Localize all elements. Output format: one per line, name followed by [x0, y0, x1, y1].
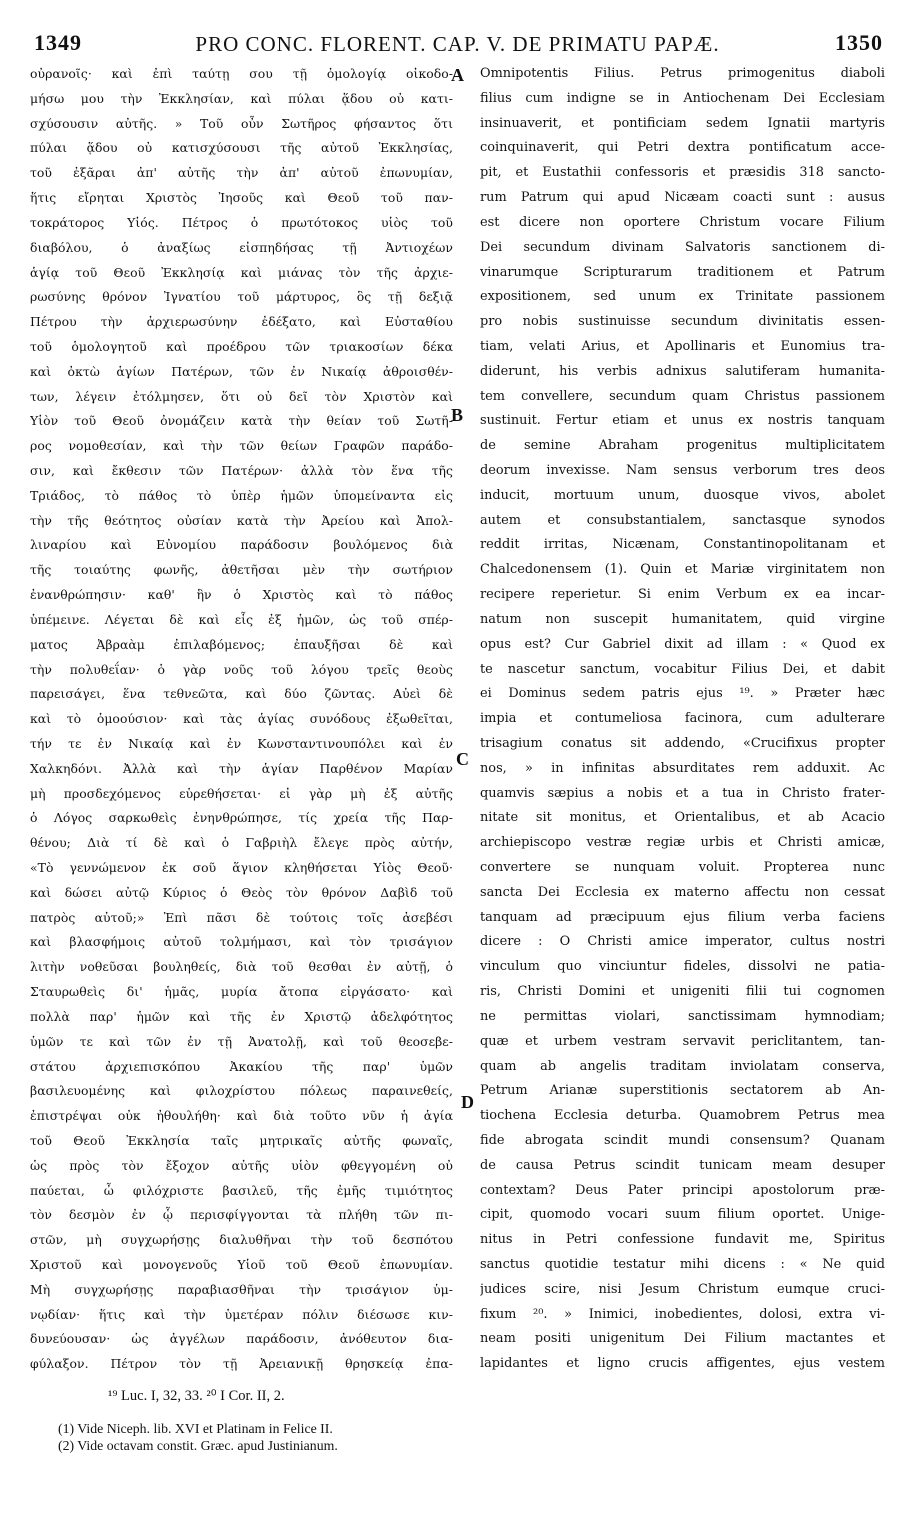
- page-number-right: 1350: [835, 30, 883, 55]
- footnotes: [58, 1420, 658, 1454]
- greek-text-line: ὡς πρὸς τὸν ἔξοχον αὐτῆς υἱὸν φθεγγομένη οὐ: [30, 1157, 453, 1173]
- latin-text-line: nitus in Petri confessione fundavit me, Spiritus: [480, 1232, 885, 1248]
- greek-text-line: τὴν πολυθεΐαν· ὁ γὰρ νοῦς τοῦ λόγου τρεῖς θεοὺς: [30, 661, 453, 677]
- latin-text-line: dicere : O Christi amice imperator, cultus nostri: [480, 934, 885, 950]
- latin-text-line: quæ et urbem vestram servavit periclitantem, tan-: [480, 1033, 885, 1049]
- greek-text-line: φύλαξον. Πέτρον τὸν τῇ Ἀρειανικῇ θρησκείᾳ ἐπα-: [30, 1356, 453, 1372]
- latin-text-line: judices scire, nisi Jesum Christum eumque cruci-: [480, 1281, 885, 1297]
- greek-text-line: καὶ τὸ ὁμοούσιον· καὶ τὰς ἁγίας συνόδους ἐξωθεῖται,: [30, 711, 453, 727]
- latin-text-line: filius cum indigne se in Antiochenam Dei Ecclesiam: [480, 90, 885, 106]
- latin-text-line: convertere se nunquam voluit. Propterea nunc: [480, 860, 885, 875]
- latin-text-line: quam ab angelis traditam inviolatam conserva,: [480, 1058, 885, 1074]
- latin-text-line: Omnipotentis Filius. Petrus primogenitus diaboli: [480, 66, 885, 81]
- latin-text-line: nitate sit monitus, et Orientalibus, et ab Acacio: [480, 810, 885, 826]
- latin-text-line: trisagium conatus sit addendo, «Crucifixus propter: [480, 735, 885, 751]
- greek-text-line: καὶ δώσει αὐτῷ Κύριος ὁ Θεὸς τὸν θρόνον Δαβὶδ τοῦ: [30, 884, 453, 900]
- latin-text-line: natum non suscepit humanitatem, quid virgine: [480, 611, 885, 627]
- greek-text-line: παύεται, ὦ φιλόχριστε βασιλεῦ, τῆς ἐμῆς τιμιότητος: [30, 1182, 453, 1198]
- greek-text-line: νῳδίαν· ἥτις καὶ τὴν ὑμετέραν πόλιν διέσωσε κιν-: [30, 1306, 453, 1322]
- greek-text-line: Υἱὸν τοῦ Θεοῦ ὀνομάζειν κατὰ τὴν θείαν τοῦ Σωτῆ-: [30, 413, 453, 429]
- greek-text-line: ὑμῶν τε καὶ τῶν ἐν τῇ Ἀνατολῇ, καὶ τοῦ θεοσεβε-: [30, 1033, 453, 1049]
- greek-text-line: τῆς τοιαύτης φωνῆς, ἀθετῆσαι μὲν τὴν σωτήριον: [30, 562, 453, 578]
- greek-text-line: θένου; Διὰ τί δὲ καὶ ὁ Γαβριὴλ ἔλεγε πρὸς αὐτήν,: [30, 835, 453, 851]
- latin-text-line: de causa Petrus scindit tunicam meam desuper: [480, 1157, 885, 1173]
- section-marker-c: C: [456, 749, 469, 769]
- greek-text-line: τήν τε ἐν Νικαίᾳ καὶ ἐν Κωνσταντινουπόλει καὶ ἐν: [30, 735, 453, 751]
- greek-text-line: οὐρανοῖς· καὶ ἐπὶ ταύτῃ σου τῇ ὁμολογίᾳ οἰκοδο-: [30, 66, 453, 81]
- greek-text-line: [30, 1377, 453, 1382]
- latin-text-column: [480, 62, 885, 1382]
- latin-text-line: de semine Abraham progenitus multiplicitatem: [480, 438, 885, 454]
- latin-text-line: impia et contumeliosa facinora, cum adulterare: [480, 711, 885, 727]
- greek-text-line: ρωσύνης θρόνον Ἰγνατίου τοῦ μάρτυρος, ὃς τῇ δεξιᾷ: [30, 289, 453, 305]
- latin-text-line: fixum ²⁰. » Inimici, inobedientes, dolosi, extra vi-: [480, 1306, 885, 1322]
- greek-text-line: ματος Ἀβραὰμ ἐπιλαβόμενος; ἐπαυξῆσαι δὲ καὶ: [30, 636, 453, 652]
- greek-text-line: στῶν, μὴ συγχωρήσῃς διαλυθῆναι τὴν τοῦ δεσπότου: [30, 1232, 453, 1248]
- greek-text-line: πύλαι ᾅδου οὐ κατισχύσουσι τῆς αὐτοῦ Ἐκκλησίας,: [30, 140, 453, 156]
- latin-text-line: tiam, velati Arius, et Apollinaris et Eunomius tra-: [480, 338, 885, 354]
- greek-text-column: [30, 62, 453, 1382]
- latin-text-line: sanctus quotidie testatur mihi dicens : « Ne quid: [480, 1257, 885, 1272]
- latin-text-line: Dei secundum divinam Salvatoris sanctionem di-: [480, 239, 885, 255]
- section-marker-a: A: [451, 65, 464, 85]
- scripture-citations: ¹⁹ Luc. I, 32, 33. ²⁰ I Cor. II, 2.: [108, 1388, 285, 1404]
- latin-text-line: tiochena Ecclesia deturba. Quamobrem Petrus mea: [480, 1108, 885, 1124]
- greek-text-line: τοκράτορος Υἱός. Πέτρος ὁ πρωτότοκος υἱὸς τοῦ: [30, 214, 453, 230]
- greek-text-line: σιν, καὶ ἔκθεσιν τῶν Πατέρων· ἀλλὰ τὸν ἕνα τῆς: [30, 463, 453, 478]
- footnote-2: (2) Vide octavam constit. Græc. apud Justinianum.: [58, 1438, 338, 1453]
- section-marker-d: D: [461, 1092, 474, 1112]
- greek-text-line: Πέτρου τὴν ἀρχιερωσύνην ἐδέξατο, καὶ Εὐσταθίου: [30, 314, 453, 330]
- greek-text-line: πολλὰ παρ' ἡμῶν καὶ τῆς ἐν Χριστῷ ἀδελφότητος: [30, 1008, 453, 1024]
- latin-text-line: inducit, mortuum unum, duosque vivos, abolet: [480, 487, 885, 503]
- greek-text-line: «Τὸ γεννώμενον ἐκ σοῦ ἅγιον κληθήσεται Υἱὸς Θεοῦ·: [30, 860, 453, 875]
- latin-text-line: autem et consubstantialem, sanctasque synodos: [480, 512, 885, 528]
- greek-text-line: των, λέγειν ἐτόλμησεν, ὅτι οὐ δεῖ τὸν Χριστὸν καὶ: [30, 388, 453, 404]
- latin-text-line: quamvis sæpius a nobis et a tua in Christo frater-: [480, 785, 885, 801]
- greek-text-line: τοῦ ὁμολογητοῦ καὶ προέδρου τῶν τριακοσίων δέκα: [30, 338, 453, 354]
- latin-text-line: vinculum quo vinciuntur fideles, dissolvi ne patia-: [480, 959, 885, 975]
- greek-text-line: Σταυρωθεὶς δι' ἡμᾶς, μυρία ἄτοπα εἰργάσατο· καὶ: [30, 984, 453, 1000]
- latin-text-line: te nascetur sanctum, vocabitur Filius Dei, et dabit: [480, 661, 885, 677]
- latin-text-line: archiepiscopo vestræ regiæ urbis et Christi amicæ,: [480, 835, 885, 851]
- greek-text-line: τὸν δεσμὸν ἐν ᾧ περισφίγγονται τὰ πλήθη τῶν πι-: [30, 1207, 453, 1223]
- greek-text-line: καὶ ὀκτὼ ἁγίων Πατέρων, τῶν ἐν Νικαίᾳ ἀθροισθέν-: [30, 363, 453, 379]
- greek-text-line: σχύσουσιν αὐτῆς. » Τοῦ οὖν Σωτῆρος φήσαντος ὅτι: [30, 115, 453, 131]
- latin-text-line: neam positi unigenitum Dei Filium mactantes et: [480, 1331, 885, 1347]
- greek-text-line: μήσω μου τὴν Ἐκκλησίαν, καὶ πύλαι ᾅδου οὐ κατι-: [30, 90, 453, 106]
- greek-text-line: ἐπιστρέψαι οὐκ ἠθουλήθη· καὶ διὰ τοῦτο νῦν ἡ ἁγία: [30, 1108, 453, 1124]
- latin-text-line: diderunt, his verbis adnixus salutiferam humanita-: [480, 363, 885, 379]
- latin-text-line: ei Dominus sedem patris ejus ¹⁹. » Præter hæc: [480, 686, 885, 702]
- latin-text-line: rum Patrum qui apud Nicæam coacti sunt : ausus: [480, 190, 885, 206]
- latin-text-line: pit, et Eustathii confessoris et præsidis 318 sancto-: [480, 165, 885, 181]
- greek-text-line: Τριάδος, τὸ πάθος τὸ ὑπὲρ ἡμῶν ὑπομείναντα εἰς: [30, 487, 453, 503]
- latin-text-line: Petrum Arianæ superstitionis sectatorem ab An-: [480, 1083, 885, 1099]
- greek-text-line: στάτου ἀρχιεπισκόπου Ἀκακίου τῆς παρ' ὑμῶν: [30, 1058, 453, 1074]
- greek-text-line: Χαλκηδόνι. Ἀλλὰ καὶ τὴν ἁγίαν Παρθένον Μαρίαν: [30, 760, 453, 776]
- greek-text-line: τοῦ ἐξᾶραι ἀπ' αὐτῆς τὴν ἀπ' αὐτοῦ ἐπωνυμίαν,: [30, 165, 453, 181]
- greek-text-line: δυνεύουσαν· ὡς ἀγγέλων παράδοσιν, ἀνόθευτον δια-: [30, 1331, 453, 1347]
- greek-text-line: βασιλευομένης καὶ φιλοχρίστου πόλεως παραινεθείς,: [30, 1083, 453, 1099]
- greek-text-line: ἥτις εἴρηται Χριστὸς Ἰησοῦς καὶ Θεοῦ τοῦ παν-: [30, 190, 453, 206]
- greek-text-line: ὁ Λόγος σαρκωθεὶς ἐνηνθρώπησε, τίς χρεία τῆς Παρ-: [30, 810, 453, 826]
- greek-text-line: Χριστοῦ καὶ μονογενοῦς Υἱοῦ τοῦ Θεοῦ ἐπωνυμίαν.: [30, 1257, 453, 1272]
- greek-text-line: μὴ προσδεχόμενος εὑρεθήσεται· εἰ γὰρ μὴ ἐξ αὐτῆς: [30, 785, 453, 801]
- greek-text-line: ἁγίᾳ τοῦ Θεοῦ Ἐκκλησίᾳ καὶ μιάνας τὸν τῆς ἀρχιε-: [30, 264, 453, 280]
- latin-text-line: fide abrogata scindit mundi consensum? Quanam: [480, 1132, 885, 1148]
- latin-text-line: vinarumque Scripturarum traditionem et Patrum: [480, 264, 885, 280]
- greek-text-line: ρος νομοθεσίαν, καὶ τὴν τῶν θείων Γραφῶν παράδο-: [30, 438, 453, 454]
- greek-text-line: πατρὸς αὐτοῦ;» Ἐπὶ πᾶσι δὲ τούτοις τοῖς ἀσεβέσι: [30, 909, 453, 925]
- latin-text-line: nos, » in infinitas absurditates rem adduxit. Ac: [480, 760, 885, 776]
- section-marker-b: B: [451, 405, 464, 425]
- latin-text-line: sancta Dei Ecclesia ex materno affectu non cessat: [480, 884, 885, 900]
- latin-text-line: [480, 1377, 885, 1382]
- running-title: PRO CONC. FLORENT. CAP. V. DE PRIMATU PAPÆ.: [195, 32, 720, 56]
- latin-text-line: contextam? Deus Pater principi apostolorum præ-: [480, 1182, 885, 1198]
- greek-text-line: ἐνανθρώπησιν· καθ' ἣν ὁ Χριστὸς καὶ τὸ πάθος: [30, 587, 453, 603]
- greek-text-line: τοῦ Θεοῦ Ἐκκλησία ταῖς μητρικαῖς αὐτῆς φωναῖς,: [30, 1132, 453, 1148]
- greek-text-line: Μὴ συγχωρήσῃς παραβιασθῆναι τὴν τρισάγιον ὑμ-: [30, 1281, 453, 1297]
- latin-text-line: ris, Christi Domini et unigeniti filii tui cognomen: [480, 984, 885, 1000]
- latin-text-line: deorum invexisse. Nam sensus verborum tres deos: [480, 463, 885, 478]
- footnote-1: (1) Vide Niceph. lib. XVI et Platinam in Felice II.: [58, 1421, 333, 1436]
- latin-text-line: cipit, quomodo vocari suum filium oportet. Unige-: [480, 1207, 885, 1223]
- latin-text-line: sustinuit. Fertur etiam et unus ex nostris tanquam: [480, 413, 885, 429]
- latin-text-line: reddit irritas, Nicænam, Constantinopolitanam et: [480, 537, 885, 553]
- latin-text-line: insinuaverit, et pontificiam sedem Ignatii martyris: [480, 115, 885, 131]
- latin-text-line: opus est? Cur Gabriel dixit ad illam : « Quod ex: [480, 636, 885, 652]
- latin-text-line: est dicere non oportere Christum vocare Filium: [480, 214, 885, 230]
- page-header: [30, 30, 885, 62]
- latin-text-line: lapidantes et ligno crucis affigentes, ejus vestem: [480, 1356, 885, 1372]
- greek-text-line: λιναρίου καὶ Εὐνομίου παράδοσιν βουλόμενος διὰ: [30, 537, 453, 553]
- latin-text-line: pro nobis sustinuisse secundum divinitatis essen-: [480, 314, 885, 330]
- latin-text-line: tanquam ad præcipuum ejus filium verba faciens: [480, 909, 885, 925]
- greek-text-line: τὴν τῆς θεότητος οὐσίαν κατὰ τὴν Ἀρείου καὶ Ἀπολ-: [30, 512, 453, 528]
- greek-text-line: παρεισάγει, ἕνα τεθνεῶτα, καὶ δύο ζῶντας. Αὐεὶ δὲ: [30, 686, 453, 702]
- greek-text-line: λιτὴν νοθεῦσαι βουληθείς, διὰ τοῦ θεσθαι ἐν αὐτῇ, ὁ: [30, 959, 453, 975]
- page-number-left: 1349: [34, 30, 82, 55]
- latin-text-line: recipere reperietur. Si enim Verbum ex ea incar-: [480, 587, 885, 603]
- latin-text-line: Chalcedonensem (1). Quin et Mariæ virginitatem non: [480, 562, 885, 578]
- latin-text-line: tem convellere, secundum quam Christus passionem: [480, 388, 885, 404]
- greek-text-line: διαβόλου, ὁ ἀναξίως εἰσπηδήσας τῇ Ἀντιοχέων: [30, 239, 453, 255]
- latin-text-line: expositionem, sed unum ex Trinitate passionem: [480, 289, 885, 305]
- latin-text-line: ne permittas violari, sanctissimam hymnodiam;: [480, 1008, 885, 1024]
- latin-text-line: coinquinaverit, qui Petri dextra pontificatum acce-: [480, 140, 885, 156]
- greek-text-line: καὶ βλασφήμοις αὐτοῦ τολμήμασι, καὶ τὸν τρισάγιον: [30, 934, 453, 950]
- greek-text-line: ὑπέμεινε. Λέγεται δὲ καὶ εἷς ἐξ ἡμῶν, ὡς τοῦ σπέρ-: [30, 611, 453, 627]
